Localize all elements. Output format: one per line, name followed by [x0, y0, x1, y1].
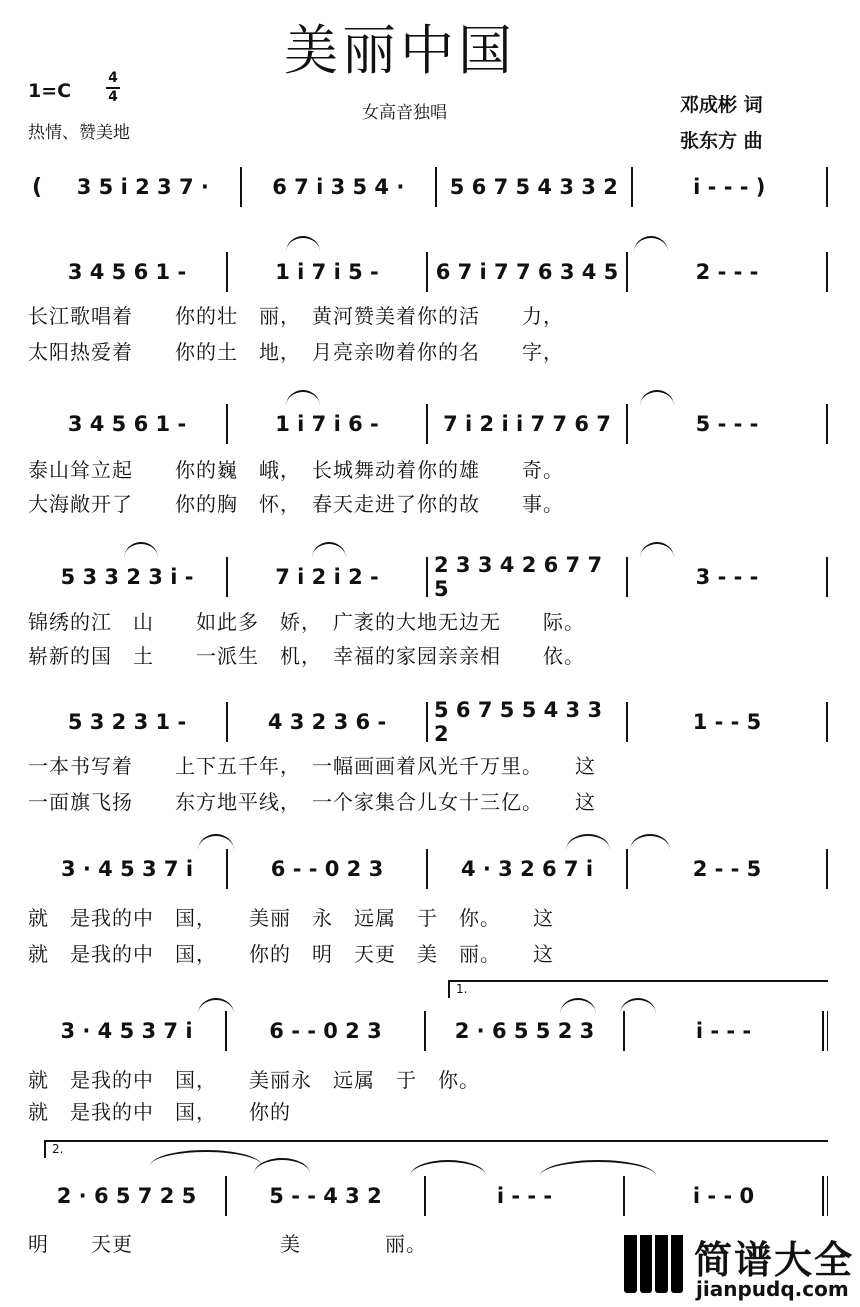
measure: 2 · 6 5 7 2 5	[56, 1184, 197, 1208]
voice-type: 女高音独唱	[362, 103, 447, 123]
measure: 3 4 5 6 1 -	[67, 260, 187, 284]
measure: 3 · 4 5 3 7 i	[60, 1019, 193, 1043]
tempo-marking: 热情、赞美地	[28, 123, 130, 143]
tie-slur	[198, 834, 234, 850]
tie-slur	[640, 542, 674, 558]
page-title: 美丽中国	[284, 19, 516, 82]
measure: 6 7 i 7 7 6 3 4 5	[435, 260, 619, 284]
lyric-line: 就 是我的中 国， 美丽 永 远属 于 你。 这	[28, 906, 554, 930]
lyric-line: 就 是我的中 国， 你的	[28, 1100, 291, 1124]
tie-slur	[410, 1160, 486, 1176]
measure: 5 - - -	[695, 412, 759, 436]
logo-name: 简谱大全	[694, 1238, 855, 1282]
measure: 5 6 7 5 5 4 3 3 2	[434, 698, 603, 746]
final-barline	[822, 1176, 828, 1216]
measure: 5 3 3 2 3 i -	[60, 565, 194, 589]
score-row-2	[28, 252, 828, 292]
tie-slur	[566, 834, 610, 850]
measure: 5 3 2 3 1 -	[67, 710, 187, 734]
logo-url: jianpudq.com	[696, 1277, 849, 1301]
measure: 5 6 7 5 4 3 3 2	[449, 175, 618, 199]
tie-slur	[286, 236, 320, 252]
lyric-line: 一本书写着 上下五千年， 一幅画画着风光千万里。 这	[28, 754, 596, 778]
piano-keys-icon	[624, 1235, 686, 1293]
score-row-6	[28, 849, 828, 889]
key-signature: 1=C	[28, 80, 72, 102]
tie-slur	[634, 236, 668, 252]
lyric-line: 就 是我的中 国， 美丽永 远属 于 你。	[28, 1068, 480, 1092]
barline	[826, 404, 828, 444]
measure: 1 i 7 i 5 -	[275, 260, 379, 284]
lyric-line: 一面旗飞扬 东方地平线， 一个家集合儿女十三亿。 这	[28, 790, 596, 814]
composer-credit: 张东方 曲	[680, 130, 763, 152]
first-ending-bracket: 1.	[448, 980, 828, 998]
score-row-5	[28, 698, 828, 746]
measure: 3 · 4 5 3 7 i	[60, 857, 194, 881]
barline	[826, 167, 828, 207]
lyric-line: 太阳热爱着 你的土 地， 月亮亲吻着你的名 字，	[28, 340, 564, 364]
score-row-7	[28, 1011, 828, 1051]
measure: i - - 0	[692, 1184, 755, 1208]
lyric-line: 明 天更 美 丽。	[28, 1232, 427, 1256]
measure: 3 4 5 6 1 -	[67, 412, 187, 436]
tie-slur	[630, 834, 670, 850]
lyricist-credit: 邓成彬 词	[680, 94, 763, 116]
measure: i - - -	[695, 1019, 752, 1043]
time-signature-top: 4	[108, 70, 118, 86]
lyric-line: 泰山耸立起 你的巍 峨， 长城舞动着你的雄 奇。	[28, 458, 564, 482]
lyric-line: 崭新的国 土 一派生 机， 幸福的家园亲亲相 依。	[28, 644, 585, 668]
measure: 2 - - 5	[692, 857, 762, 881]
score-row-8	[28, 1176, 828, 1216]
measure: 2 · 6 5 5 2 3	[454, 1019, 595, 1043]
measure: 7 i 2 i i 7 7 6 7	[443, 412, 611, 436]
measure: 2 - - -	[695, 260, 759, 284]
second-ending-bracket: 2.	[44, 1140, 828, 1158]
barline	[826, 702, 828, 742]
measure: 7 i 2 i 2 -	[275, 565, 379, 589]
tie-slur	[254, 1158, 310, 1174]
score-row-3	[28, 404, 828, 444]
repeat-barline	[822, 1011, 828, 1051]
time-signature-bottom: 4	[108, 89, 118, 105]
measure: 6 7 i 3 5 4 ·	[272, 175, 405, 199]
score-row-1	[28, 167, 828, 207]
measure: 6 - - 0 2 3	[269, 1019, 382, 1043]
lyric-line: 长江歌唱着 你的壮 丽， 黄河赞美着你的活 力，	[28, 304, 564, 328]
score-row-4	[28, 553, 828, 601]
measure: 1 i 7 i 6 -	[275, 412, 379, 436]
measure: i - - - )	[693, 175, 766, 199]
barline	[826, 252, 828, 292]
measure: 4 3 2 3 6 -	[267, 710, 387, 734]
open-paren: (	[32, 174, 43, 200]
measure: 3 - - -	[695, 565, 759, 589]
barline	[826, 557, 828, 597]
measure: 2 3 3 4 2 6 7 7 5	[434, 553, 603, 601]
tie-slur	[312, 542, 346, 558]
barline	[826, 849, 828, 889]
lyric-line: 大海敞开了 你的胸 怀， 春天走进了你的故 事。	[28, 492, 564, 516]
measure: 6 - - 0 2 3	[270, 857, 384, 881]
measure: 1 - - 5	[692, 710, 762, 734]
site-logo	[624, 1227, 854, 1303]
measure: i - - -	[496, 1184, 553, 1208]
time-signature	[104, 70, 122, 106]
measure: 5 - - 4 3 2	[269, 1184, 382, 1208]
measure: 3 5 i 2 3 7 ·	[76, 175, 209, 199]
lyric-line: 就 是我的中 国， 你的 明 天更 美 丽。 这	[28, 942, 554, 966]
measure: 4 · 3 2 6 7 i	[460, 857, 594, 881]
tie-slur	[540, 1160, 656, 1176]
tie-slur	[124, 542, 158, 558]
lyric-line: 锦绣的江 山 如此多 娇， 广袤的大地无边无 际。	[28, 610, 585, 634]
